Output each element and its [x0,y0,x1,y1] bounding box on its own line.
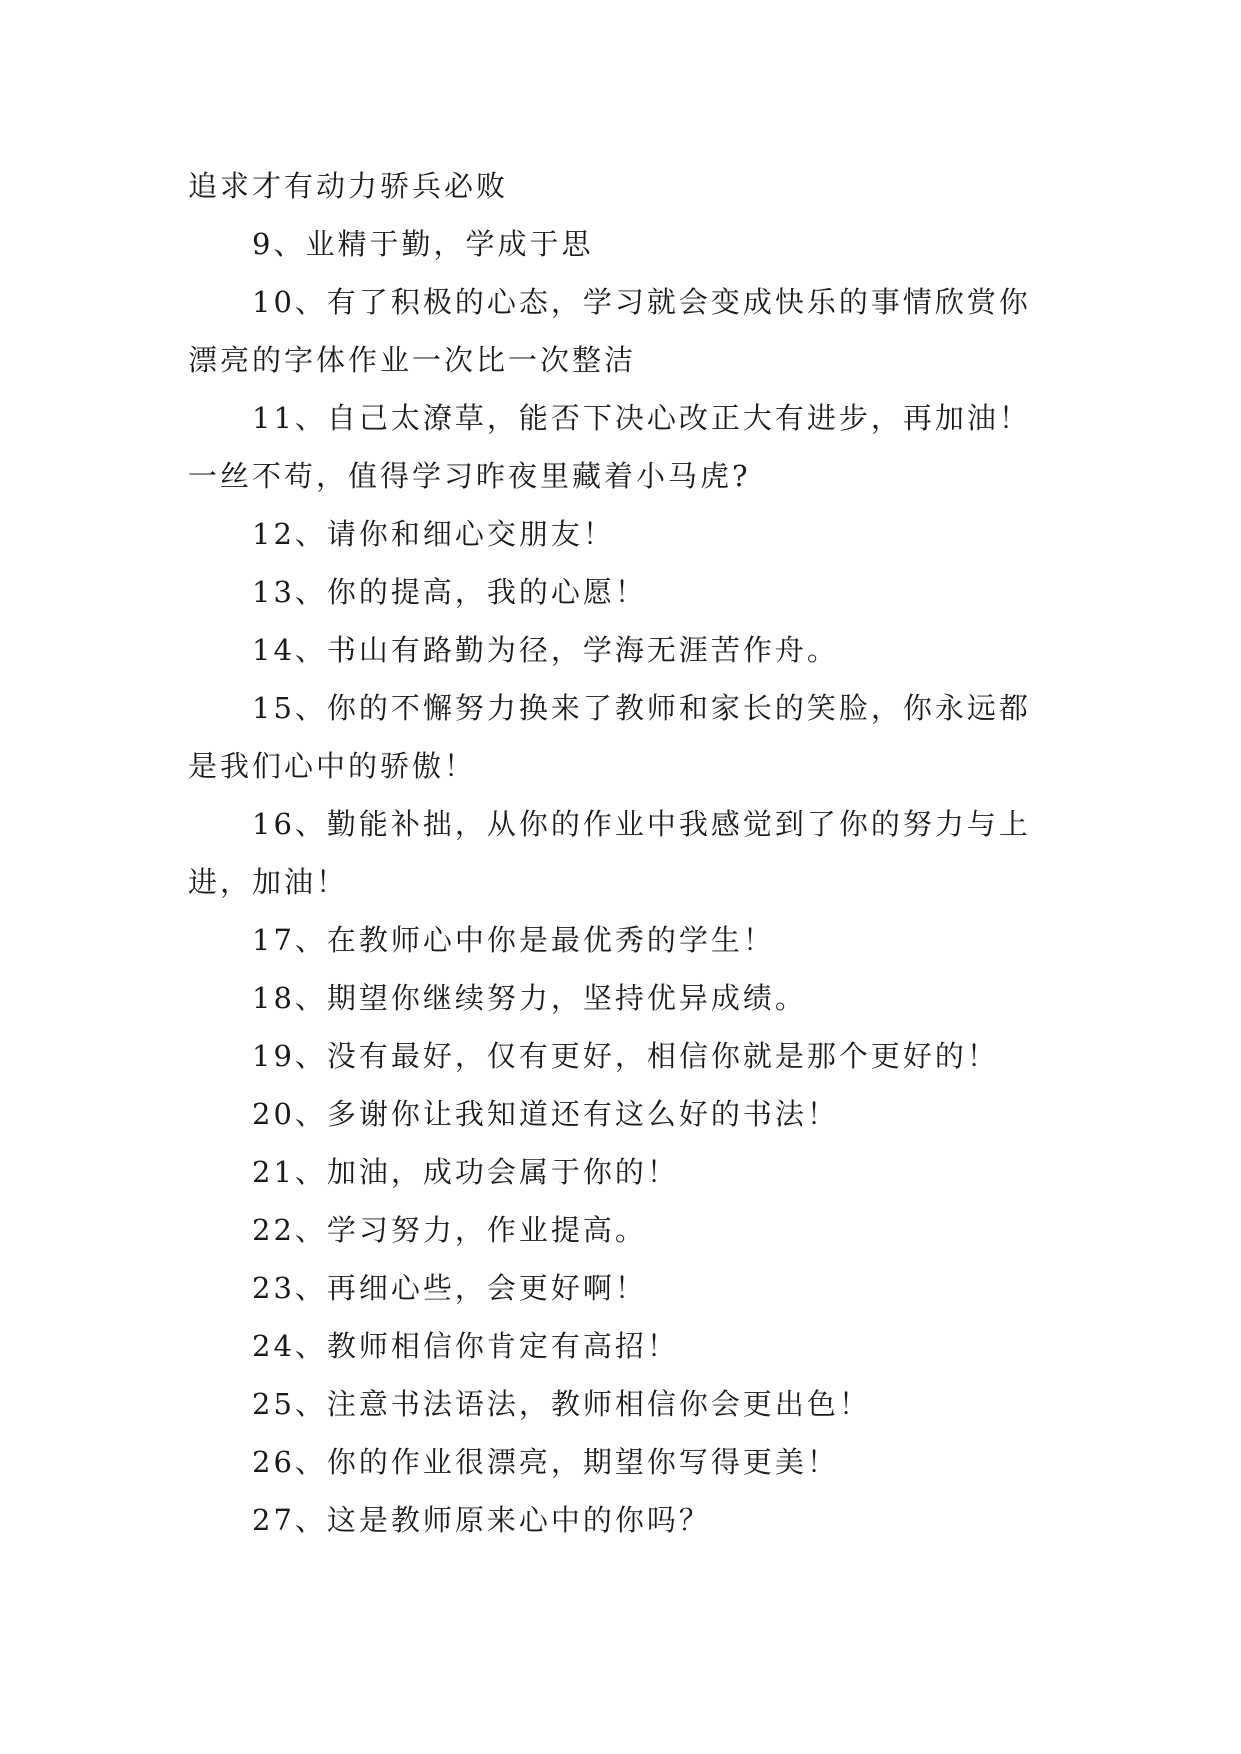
paragraph-17: 17、在教师心中你是最优秀的学生！ [252,923,775,957]
document-body [188,157,1060,1549]
paragraph-15: 15、你的不懈努力换来了教师和家长的笑脸，你永远都是我们心中的骄傲！ [188,691,1031,783]
paragraph-14: 14、书山有路勤为径，学海无涯苦作舟。 [252,633,839,667]
paragraph-26: 26、你的作业很漂亮，期望你写得更美！ [252,1445,839,1479]
paragraph-18: 18、期望你继续努力，坚持优异成绩。 [252,981,807,1015]
paragraph-24: 24、教师相信你肯定有高招！ [252,1329,679,1363]
paragraph-27: 27、这是教师原来心中的你吗？ [252,1503,711,1537]
paragraph-10: 10、有了积极的心态，学习就会变成快乐的事情欣赏你漂亮的字体作业一次比一次整洁 [188,285,1031,377]
paragraph-25: 25、注意书法语法，教师相信你会更出色！ [252,1387,871,1421]
paragraph-19: 19、没有最好，仅有更好，相信你就是那个更好的！ [252,1039,999,1073]
paragraph-20: 20、多谢你让我知道还有这么好的书法！ [252,1097,839,1131]
paragraph-continuation: 追求才有动力骄兵必败 [188,169,509,203]
paragraph-16: 16、勤能补拙，从你的作业中我感觉到了你的努力与上进，加油！ [188,807,1031,899]
paragraph-9: 9、业精于勤，学成于思 [252,227,594,261]
paragraph-11: 11、自己太潦草，能否下决心改正大有进步，再加油！一丝不苟，值得学习昨夜里藏着小马虎? [188,401,1031,493]
paragraph-21: 21、加油，成功会属于你的！ [252,1155,679,1189]
paragraph-22: 22、学习努力，作业提高。 [252,1213,647,1247]
paragraph-23: 23、再细心些，会更好啊！ [252,1271,647,1305]
paragraph-13: 13、你的提高，我的心愿！ [252,575,647,609]
paragraph-12: 12、请你和细心交朋友！ [252,517,615,551]
